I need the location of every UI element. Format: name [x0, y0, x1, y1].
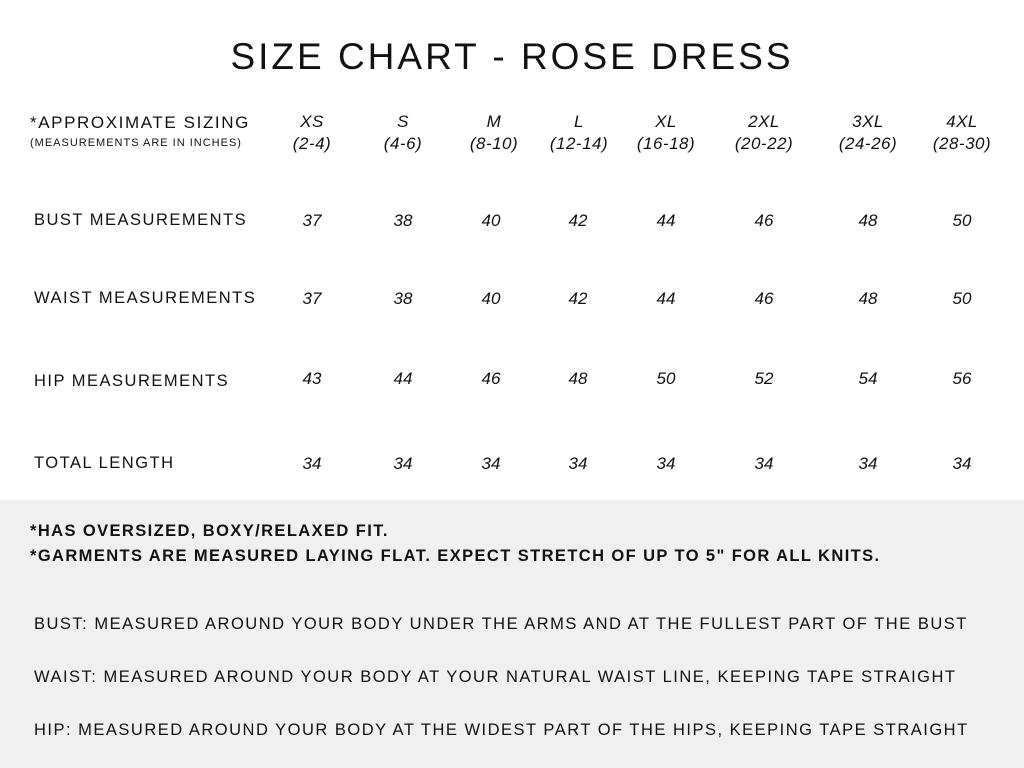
- size-name: 2XL: [748, 112, 780, 131]
- table-cell: 52: [754, 369, 774, 388]
- bust-definition: BUST: MEASURED AROUND YOUR BODY UNDER THE ARMS AND AT THE FULLEST PART OF THE BUST: [34, 615, 968, 633]
- table-cell: 43: [302, 369, 322, 388]
- table-cell: 44: [656, 211, 676, 230]
- size-range: (4-6): [383, 134, 423, 153]
- row-label-hip: HIP MEASUREMENTS: [34, 372, 230, 390]
- table-cell: 48: [568, 369, 588, 388]
- table-cell: 50: [656, 369, 676, 388]
- size-range: (16-18): [636, 134, 696, 153]
- table-cell: 38: [393, 289, 413, 308]
- row-label-waist: WAIST MEASUREMENTS: [34, 289, 257, 307]
- table-cell: 50: [952, 211, 972, 230]
- table-cell: 37: [302, 211, 322, 230]
- size-name: M: [486, 112, 502, 131]
- table-cell: 40: [481, 289, 501, 308]
- table-cell: 46: [481, 369, 501, 388]
- size-range: (12-14): [549, 134, 609, 153]
- table-cell: 42: [568, 211, 588, 230]
- hip-definition: HIP: MEASURED AROUND YOUR BODY AT THE WIDEST PART OF THE HIPS, KEEPING TAPE STRAIGHT: [34, 721, 969, 739]
- table-cell: 40: [481, 211, 501, 230]
- table-cell: 34: [656, 454, 676, 473]
- row-label-total-length: TOTAL LENGTH: [34, 454, 175, 472]
- sizing-header-label: *APPROXIMATE SIZING: [30, 113, 250, 132]
- table-cell: 48: [858, 211, 878, 230]
- size-range: (8-10): [469, 134, 519, 153]
- table-cell: 48: [858, 289, 878, 308]
- size-name: 4XL: [946, 112, 978, 131]
- fit-note: *HAS OVERSIZED, BOXY/RELAXED FIT.: [30, 522, 389, 540]
- table-cell: 56: [952, 369, 972, 388]
- table-cell: 46: [754, 289, 774, 308]
- size-name: L: [574, 112, 584, 131]
- table-cell: 34: [393, 454, 413, 473]
- waist-definition: WAIST: MEASURED AROUND YOUR BODY AT YOUR NATURAL WAIST LINE, KEEPING TAPE STRAIGHT: [34, 668, 957, 686]
- table-cell: 50: [952, 289, 972, 308]
- table-cell: 44: [656, 289, 676, 308]
- table-cell: 34: [568, 454, 588, 473]
- table-cell: 37: [302, 289, 322, 308]
- size-name: S: [397, 112, 409, 131]
- table-cell: 34: [302, 454, 322, 473]
- stretch-note: *GARMENTS ARE MEASURED LAYING FLAT. EXPECT STRETCH OF UP TO 5" FOR ALL KNITS.: [30, 547, 881, 565]
- size-range: (2-4): [292, 134, 332, 153]
- table-cell: 34: [952, 454, 972, 473]
- notes-section: [0, 500, 1024, 768]
- table-cell: 44: [393, 369, 413, 388]
- size-name: XS: [300, 112, 324, 131]
- table-cell: 34: [858, 454, 878, 473]
- size-range: (28-30): [932, 134, 992, 153]
- table-cell: 34: [481, 454, 501, 473]
- table-cell: 54: [858, 369, 878, 388]
- page-title: SIZE CHART - ROSE DRESS: [230, 36, 794, 77]
- sizing-header-sublabel: (MEASUREMENTS ARE IN INCHES): [30, 137, 242, 149]
- sizing-header: [30, 112, 250, 149]
- table-cell: 38: [393, 211, 413, 230]
- row-label-bust: BUST MEASUREMENTS: [34, 211, 248, 229]
- size-name: 3XL: [852, 112, 884, 131]
- size-column-2xl: [709, 111, 819, 155]
- size-column-4xl: [907, 111, 1017, 155]
- size-name: XL: [655, 112, 677, 131]
- table-cell: 46: [754, 211, 774, 230]
- table-cell: 42: [568, 289, 588, 308]
- size-range: (20-22): [734, 134, 794, 153]
- size-range: (24-26): [838, 134, 898, 153]
- table-cell: 34: [754, 454, 774, 473]
- size-column-xl: [611, 111, 721, 155]
